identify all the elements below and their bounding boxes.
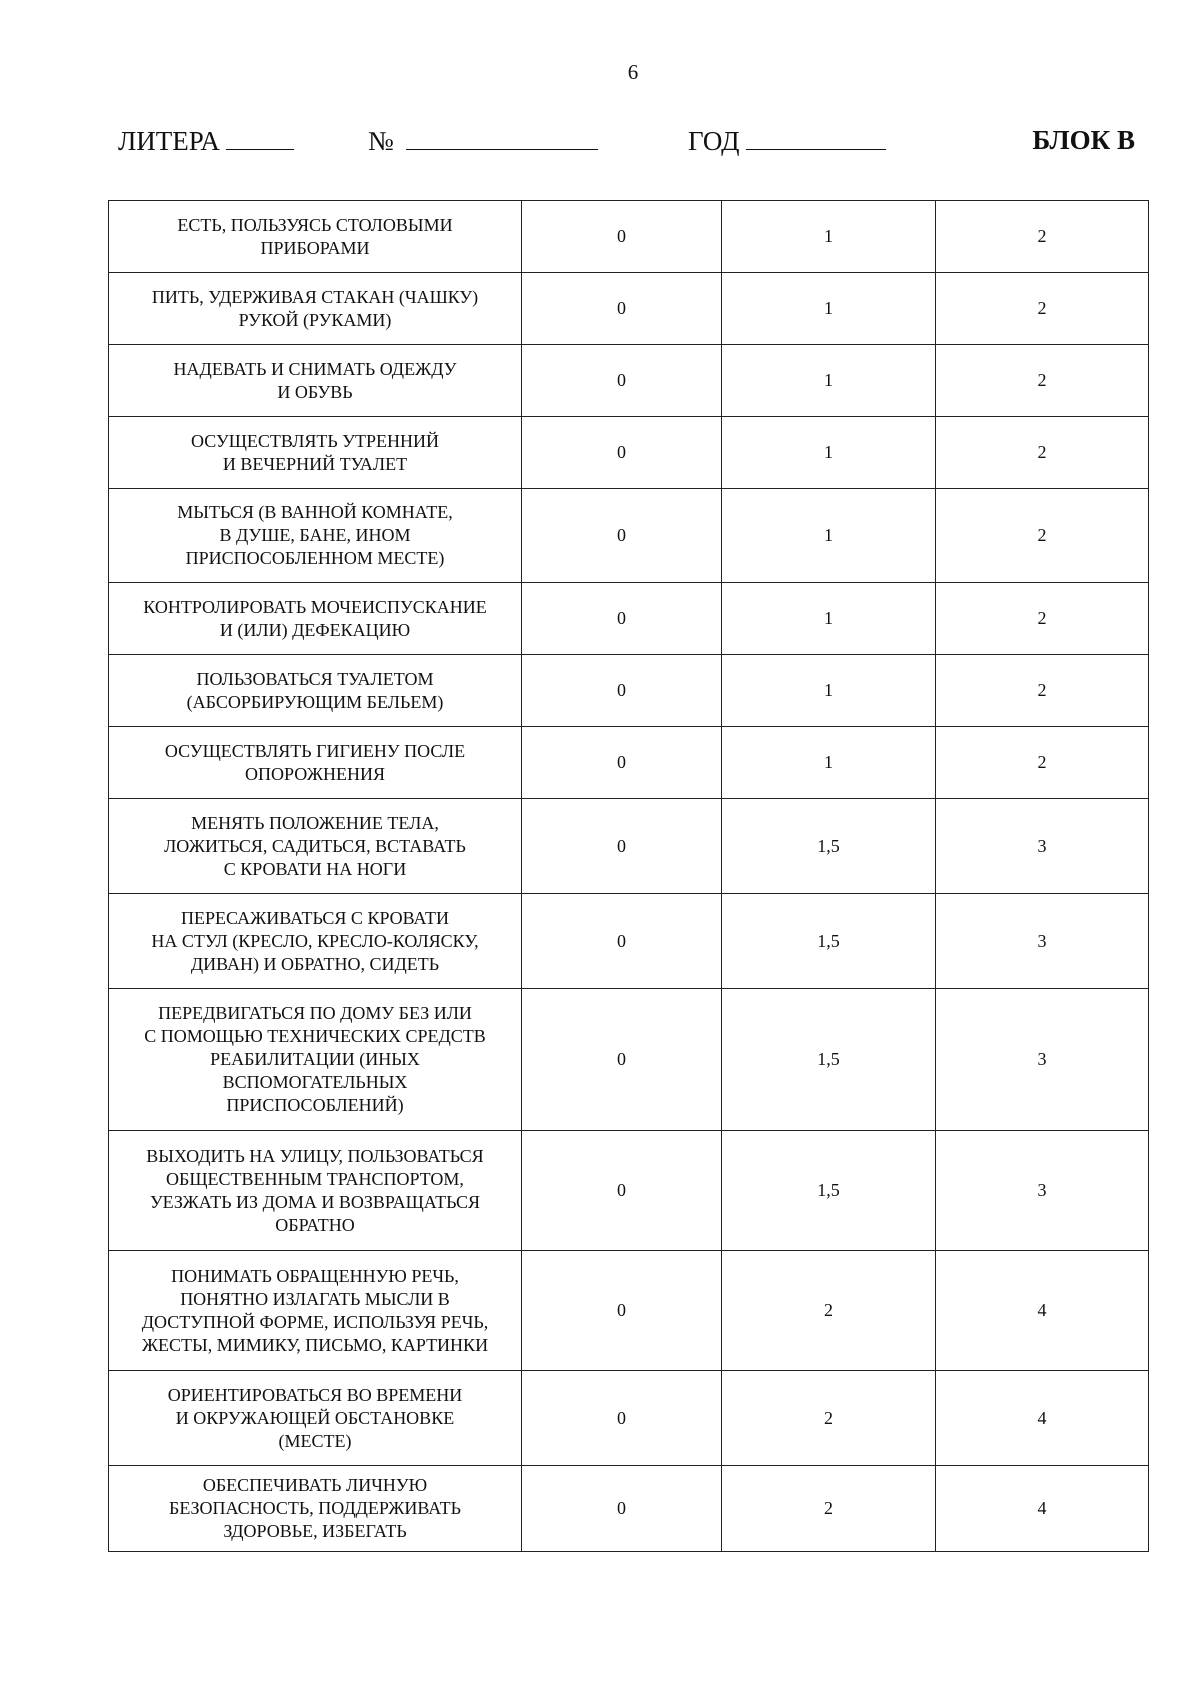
table-row bbox=[109, 273, 1149, 345]
score-cell-2: 2 bbox=[936, 345, 1149, 417]
score-cell-1: 2 bbox=[722, 1251, 936, 1371]
activity-cell: ОСУЩЕСТВЛЯТЬ УТРЕННИЙ И ВЕЧЕРНИЙ ТУАЛЕТ bbox=[109, 417, 522, 489]
score-cell-0: 0 bbox=[522, 1371, 722, 1466]
page-number: 6 bbox=[627, 60, 639, 84]
form-header bbox=[118, 125, 1135, 167]
table-row bbox=[109, 489, 1149, 583]
score-cell-0: 0 bbox=[522, 345, 722, 417]
score-cell-1: 1 bbox=[722, 583, 936, 655]
score-cell-0: 0 bbox=[522, 489, 722, 583]
number-label: № bbox=[368, 126, 394, 156]
score-cell-2: 2 bbox=[936, 583, 1149, 655]
table-row bbox=[109, 655, 1149, 727]
year-blank-line bbox=[746, 125, 886, 150]
activity-cell: НАДЕВАТЬ И СНИМАТЬ ОДЕЖДУ И ОБУВЬ bbox=[109, 345, 522, 417]
year-field bbox=[688, 125, 886, 157]
score-cell-2: 2 bbox=[936, 727, 1149, 799]
block-label: БЛОК В bbox=[1032, 125, 1135, 155]
activity-cell: ПЕРЕДВИГАТЬСЯ ПО ДОМУ БЕЗ ИЛИ С ПОМОЩЬЮ ТЕХНИЧЕСКИХ СРЕДСТВ РЕАБИЛИТАЦИИ (ИНЫХ ВСПОМОГАТЕЛЬНЫХ ПРИСПОСОБЛЕНИЙ) bbox=[109, 989, 522, 1131]
score-cell-1: 1 bbox=[722, 273, 936, 345]
score-cell-2: 4 bbox=[936, 1371, 1149, 1466]
score-cell-2: 4 bbox=[936, 1466, 1149, 1552]
score-cell-0: 0 bbox=[522, 417, 722, 489]
score-cell-2: 3 bbox=[936, 989, 1149, 1131]
score-cell-1: 1 bbox=[722, 655, 936, 727]
activity-cell: ПОНИМАТЬ ОБРАЩЕННУЮ РЕЧЬ, ПОНЯТНО ИЗЛАГАТЬ МЫСЛИ В ДОСТУПНОЙ ФОРМЕ, ИСПОЛЬЗУЯ РЕЧЬ, ЖЕСТЫ, МИМИКУ, ПИСЬМО, КАРТИНКИ bbox=[109, 1251, 522, 1371]
score-cell-0: 0 bbox=[522, 1466, 722, 1552]
table-row bbox=[109, 1466, 1149, 1552]
score-cell-0: 0 bbox=[522, 989, 722, 1131]
litera-label: ЛИТЕРА bbox=[118, 126, 220, 156]
score-cell-0: 0 bbox=[522, 273, 722, 345]
score-cell-2: 4 bbox=[936, 1251, 1149, 1371]
table-row bbox=[109, 1371, 1149, 1466]
table-row bbox=[109, 345, 1149, 417]
table-row bbox=[109, 799, 1149, 894]
score-cell-1: 2 bbox=[722, 1466, 936, 1552]
table-row bbox=[109, 583, 1149, 655]
activity-cell: ОСУЩЕСТВЛЯТЬ ГИГИЕНУ ПОСЛЕ ОПОРОЖНЕНИЯ bbox=[109, 727, 522, 799]
score-cell-2: 3 bbox=[936, 799, 1149, 894]
litera-field bbox=[118, 125, 294, 157]
activity-cell: ЕСТЬ, ПОЛЬЗУЯСЬ СТОЛОВЫМИ ПРИБОРАМИ bbox=[109, 201, 522, 273]
activity-cell: МЕНЯТЬ ПОЛОЖЕНИЕ ТЕЛА, ЛОЖИТЬСЯ, САДИТЬСЯ, ВСТАВАТЬ С КРОВАТИ НА НОГИ bbox=[109, 799, 522, 894]
score-cell-0: 0 bbox=[522, 1131, 722, 1251]
score-cell-2: 3 bbox=[936, 1131, 1149, 1251]
assessment-table bbox=[108, 200, 1149, 1552]
score-cell-1: 1 bbox=[722, 489, 936, 583]
litera-blank-line bbox=[226, 125, 294, 150]
table-row bbox=[109, 894, 1149, 989]
score-cell-1: 1 bbox=[722, 417, 936, 489]
table-row bbox=[109, 1251, 1149, 1371]
score-cell-1: 1,5 bbox=[722, 799, 936, 894]
table-row bbox=[109, 201, 1149, 273]
score-cell-0: 0 bbox=[522, 583, 722, 655]
activity-cell: ПОЛЬЗОВАТЬСЯ ТУАЛЕТОМ (АБСОРБИРУЮЩИМ БЕЛЬЕМ) bbox=[109, 655, 522, 727]
score-cell-1: 2 bbox=[722, 1371, 936, 1466]
activity-cell: КОНТРОЛИРОВАТЬ МОЧЕИСПУСКАНИЕ И (ИЛИ) ДЕФЕКАЦИЮ bbox=[109, 583, 522, 655]
score-cell-0: 0 bbox=[522, 894, 722, 989]
table-row bbox=[109, 1131, 1149, 1251]
activity-cell: ПИТЬ, УДЕРЖИВАЯ СТАКАН (ЧАШКУ) РУКОЙ (РУКАМИ) bbox=[109, 273, 522, 345]
score-cell-2: 2 bbox=[936, 201, 1149, 273]
score-cell-1: 1 bbox=[722, 727, 936, 799]
activity-cell: ВЫХОДИТЬ НА УЛИЦУ, ПОЛЬЗОВАТЬСЯ ОБЩЕСТВЕННЫМ ТРАНСПОРТОМ, УЕЗЖАТЬ ИЗ ДОМА И ВОЗВРАЩАТЬСЯ ОБРАТНО bbox=[109, 1131, 522, 1251]
score-cell-1: 1,5 bbox=[722, 894, 936, 989]
score-cell-2: 2 bbox=[936, 417, 1149, 489]
score-cell-2: 2 bbox=[936, 273, 1149, 345]
number-field bbox=[368, 125, 598, 157]
score-cell-0: 0 bbox=[522, 799, 722, 894]
score-cell-2: 3 bbox=[936, 894, 1149, 989]
activity-cell: ОБЕСПЕЧИВАТЬ ЛИЧНУЮ БЕЗОПАСНОСТЬ, ПОДДЕРЖИВАТЬ ЗДОРОВЬЕ, ИЗБЕГАТЬ bbox=[109, 1466, 522, 1552]
score-cell-2: 2 bbox=[936, 655, 1149, 727]
activity-cell: ПЕРЕСАЖИВАТЬСЯ С КРОВАТИ НА СТУЛ (КРЕСЛО, КРЕСЛО-КОЛЯСКУ, ДИВАН) И ОБРАТНО, СИДЕТЬ bbox=[109, 894, 522, 989]
score-cell-1: 1 bbox=[722, 201, 936, 273]
score-cell-1: 1,5 bbox=[722, 989, 936, 1131]
activity-cell: МЫТЬСЯ (В ВАННОЙ КОМНАТЕ, В ДУШЕ, БАНЕ, ИНОМ ПРИСПОСОБЛЕННОМ МЕСТЕ) bbox=[109, 489, 522, 583]
score-cell-0: 0 bbox=[522, 727, 722, 799]
score-cell-1: 1,5 bbox=[722, 1131, 936, 1251]
table-row bbox=[109, 989, 1149, 1131]
score-cell-0: 0 bbox=[522, 655, 722, 727]
assessment-table-body bbox=[109, 201, 1149, 1552]
score-cell-0: 0 bbox=[522, 201, 722, 273]
year-label: ГОД bbox=[688, 126, 740, 156]
number-blank-line bbox=[406, 125, 598, 150]
table-row bbox=[109, 727, 1149, 799]
score-cell-0: 0 bbox=[522, 1251, 722, 1371]
activity-cell: ОРИЕНТИРОВАТЬСЯ ВО ВРЕМЕНИ И ОКРУЖАЮЩЕЙ ОБСТАНОВКЕ (МЕСТЕ) bbox=[109, 1371, 522, 1466]
table-row bbox=[109, 417, 1149, 489]
score-cell-2: 2 bbox=[936, 489, 1149, 583]
score-cell-1: 1 bbox=[722, 345, 936, 417]
